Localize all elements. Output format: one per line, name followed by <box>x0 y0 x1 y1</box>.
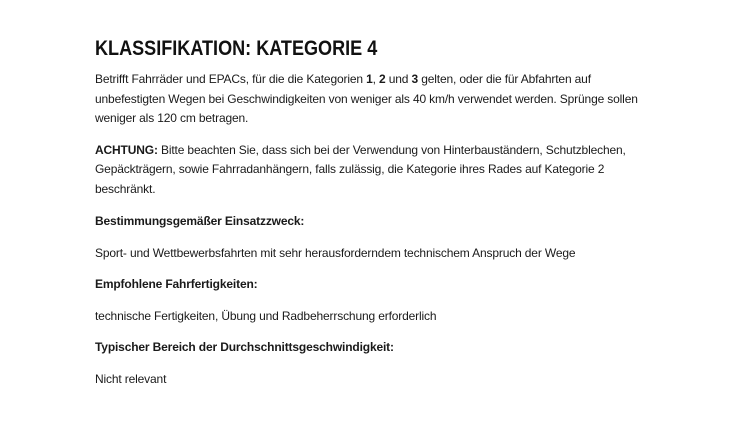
intro-separator-1: , <box>372 72 379 86</box>
classification-article <box>95 36 640 401</box>
purpose-heading: Bestimmungsgemäßer Einsatzzweck: <box>95 214 305 228</box>
intro-text-start: Betrifft Fahrräder und EPACs, für die die Kategorien <box>95 72 367 86</box>
skills-heading: Empfohlene Fahrfertigkeiten: <box>95 277 258 291</box>
page-title: KLASSIFIKATION: KATEGORIE 4 <box>95 37 378 60</box>
category-2: 2 <box>379 72 386 86</box>
skills-text: technische Fertigkeiten, Übung und Radbeherrschung erforderlich <box>95 308 437 323</box>
intro-separator-2: und <box>385 72 412 86</box>
intro-paragraph <box>95 70 640 129</box>
speed-heading: Typischer Bereich der Durchschnittsgeschwindigkeit: <box>95 340 394 354</box>
category-1: 1 <box>366 72 373 86</box>
warning-text: Bitte beachten Sie, dass sich bei der Verwendung von Hinterbauständern, Schutzblechen, Gepäckträgern, sowie Fahrradanhängern, falls zulässig, die Kategorie ihres Rades auf Kategorie 2 beschränkt. <box>95 142 626 196</box>
category-3: 3 <box>411 72 419 86</box>
warning-label: ACHTUNG: <box>95 142 158 157</box>
purpose-text: Sport- und Wettbewerbsfahrten mit sehr herausforderndem technischem Anspruch der Wege <box>95 245 576 260</box>
warning-paragraph <box>95 141 640 200</box>
intro-text-end: gelten, oder die für Abfahrten auf unbefestigten Wegen bei Geschwindigkeiten von weniger als 40 km/h verwendet werden. Sprünge sollen weniger als 120 cm betragen. <box>95 72 638 125</box>
speed-text: Nicht relevant <box>95 371 167 386</box>
